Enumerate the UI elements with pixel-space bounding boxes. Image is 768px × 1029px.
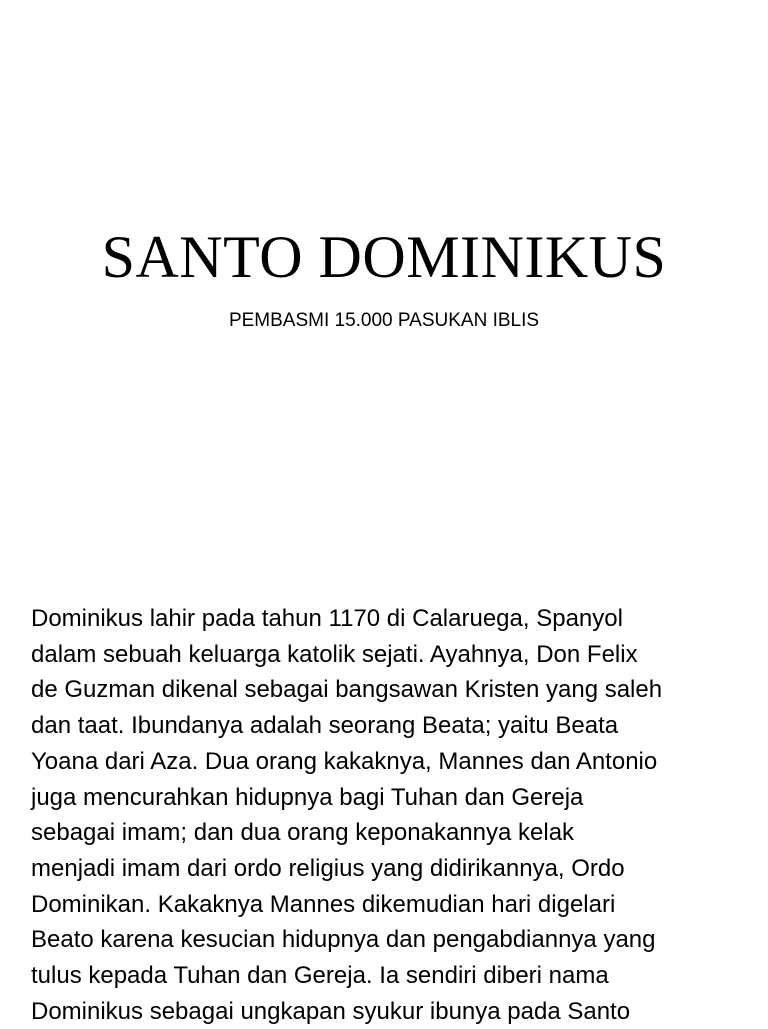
- paragraph-line: menjadi imam dari ordo religius yang didirikannya, Ordo: [31, 854, 625, 882]
- slide-title: SANTO DOMINIKUS: [101, 224, 667, 290]
- paragraph-line: Dominikan. Kakaknya Mannes dikemudian hari digelari: [31, 890, 616, 918]
- paragraph-line: dan taat. Ibundanya adalah seorang Beata; yaitu Beata: [31, 712, 619, 740]
- paragraph-line: tulus kepada Tuhan dan Gereja. Ia sendiri diberi nama: [31, 962, 609, 990]
- paragraph-line: Dominikus lahir pada tahun 1170 di Calaruega, Spanyol: [31, 605, 623, 632]
- paragraph-line: de Guzman dikenal sebagai bangsawan Kristen yang saleh: [31, 676, 663, 704]
- paragraph-line: dalam sebuah keluarga katolik sejati. Ayahnya, Don Felix: [31, 640, 638, 668]
- slide-subtitle: PEMBASMI 15.000 PASUKAN IBLIS: [228, 310, 540, 331]
- body-paragraph: [31, 601, 741, 1029]
- paragraph-line: sebagai imam; dan dua orang keponakannya kelak: [31, 819, 575, 847]
- paragraph-line: juga mencurahkan hidupnya bagi Tuhan dan Gereja: [31, 783, 584, 811]
- paragraph-line: Dominikus sebagai ungkapan syukur ibunya pada Santo: [31, 997, 631, 1025]
- paragraph-line: Beato karena kesucian hidupnya dan pengabdiannya yang: [31, 926, 656, 954]
- paragraph-line: Yoana dari Aza. Dua orang kakaknya, Mannes dan Antonio: [31, 747, 658, 775]
